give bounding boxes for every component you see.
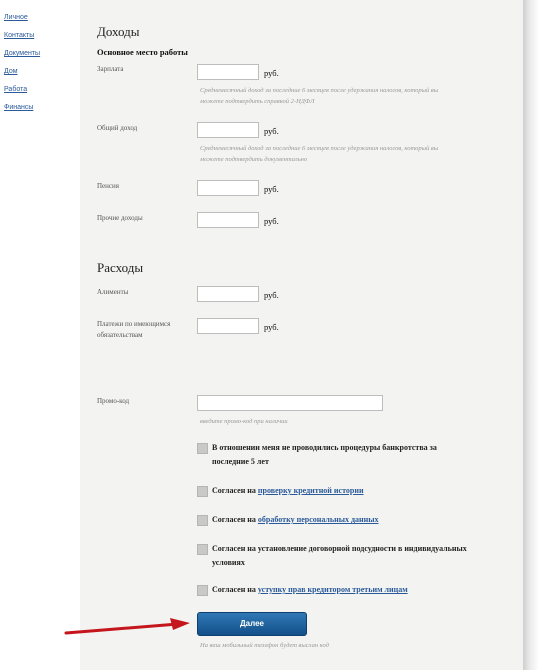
credit-history-checkbox[interactable] <box>197 486 208 497</box>
sidebar-item-home[interactable]: Дом <box>4 68 18 75</box>
alimony-input[interactable] <box>197 286 259 302</box>
personal-data-checkbox[interactable] <box>197 515 208 526</box>
promo-input[interactable] <box>197 395 383 411</box>
jurisdiction-checkbox[interactable] <box>197 544 208 555</box>
alimony-label: Алименты <box>97 288 129 296</box>
promo-label: Промо-код <box>97 397 130 405</box>
sidebar-nav <box>0 0 80 670</box>
next-button[interactable]: Далее <box>197 612 307 636</box>
sidebar-item-work[interactable]: Работа <box>4 86 28 93</box>
agree-prefix: Согласен на <box>212 486 256 495</box>
salary-hint: Среднемесячный доход за последние 6 месяцев после удержания налогов, который вы можете подтвердить справкой 2-НДФЛ <box>200 87 439 105</box>
other-income-label: Прочие доходы <box>97 214 143 222</box>
bankruptcy-text: В отношении меня не проводились процедуры банкротства за последние 5 лет <box>212 443 437 466</box>
pension-currency: руб. <box>264 184 279 194</box>
salary-label: Зарплата <box>97 65 124 73</box>
personal-data-link[interactable]: обработку персональных данных <box>257 515 379 524</box>
total-income-input[interactable] <box>197 122 259 138</box>
credit-history-text <box>212 484 472 498</box>
main-workplace-subtitle: Основное место работы <box>97 47 188 57</box>
sidebar-item-personal[interactable]: Личное <box>4 14 28 21</box>
jurisdiction-text: Согласен на установление договорной подсудности в индивидуальных условиях <box>212 544 467 567</box>
assignment-text <box>212 583 472 597</box>
sidebar-item-finance[interactable]: Финансы <box>4 104 34 111</box>
red-arrow-icon <box>60 617 200 637</box>
total-income-hint: Среднемесячный доход за последние 6 месяцев после удержания налогов, который вы можете подтвердить документально <box>200 145 439 163</box>
sidebar-item-contacts[interactable]: Контакты <box>4 32 35 39</box>
assignment-checkbox[interactable] <box>197 585 208 596</box>
other-income-currency: руб. <box>264 216 279 226</box>
salary-currency: руб. <box>264 68 279 78</box>
bankruptcy-checkbox[interactable] <box>197 443 208 454</box>
obligations-input[interactable] <box>197 318 259 334</box>
other-income-input[interactable] <box>197 212 259 228</box>
expenses-title: Расходы <box>97 260 144 275</box>
obligations-label: Платежи по имеющимся обязательствам <box>97 320 171 339</box>
agree-prefix: Согласен на <box>212 515 256 524</box>
total-income-label: Общий доход <box>97 124 138 132</box>
agree-prefix: Согласен на <box>212 585 256 594</box>
sms-hint: На ваш мобильный телефон будет выслан код <box>200 642 329 649</box>
credit-history-link[interactable]: проверку кредитной истории <box>257 486 364 495</box>
alimony-currency: руб. <box>264 290 279 300</box>
sidebar-item-documents[interactable]: Документы <box>4 50 41 57</box>
income-title: Доходы <box>97 24 140 39</box>
total-income-currency: руб. <box>264 126 279 136</box>
obligations-currency: руб. <box>264 322 279 332</box>
form-panel <box>80 0 523 670</box>
assignment-link[interactable]: уступку прав кредитором третьим лицам <box>257 585 408 594</box>
salary-input[interactable] <box>197 64 259 80</box>
personal-data-text <box>212 513 472 527</box>
pension-input[interactable] <box>197 180 259 196</box>
promo-hint: введите промо-код при наличии <box>200 418 288 425</box>
pension-label: Пенсия <box>97 182 119 190</box>
page-shadow <box>523 0 539 670</box>
